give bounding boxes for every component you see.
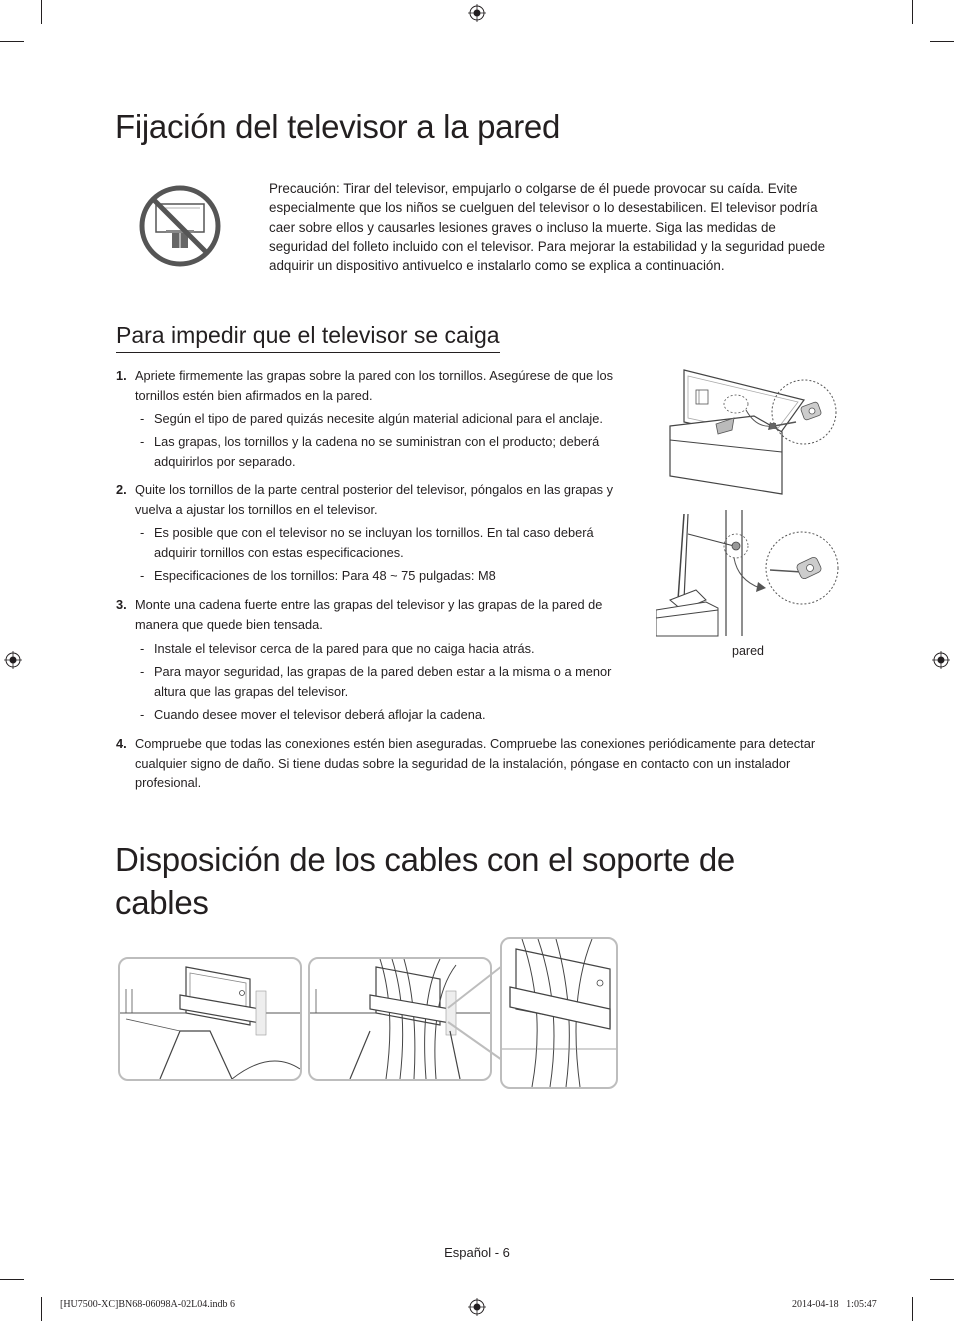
crop-mark — [41, 1297, 42, 1321]
tv-wall-chain-diagram — [656, 510, 846, 638]
step-number: 4. — [116, 736, 127, 751]
print-slug-file: [HU7500-XC]BN68-06098A-02L04.indb 6 — [60, 1299, 235, 1310]
step-text: Apriete firmemente las grapas sobre la pared con los tornillos. Asegúrese de que los tornillos estén bien afirmados en la pared. — [135, 368, 614, 403]
bullet-dash: - — [140, 411, 145, 426]
crop-mark — [912, 0, 913, 24]
step-subitem: Las grapas, los tornillos y la cadena no se suministran con el producto; deberá adquirirlos por separado. — [154, 434, 600, 469]
crop-mark — [41, 0, 42, 24]
step-number: 3. — [116, 597, 127, 612]
step-text: Compruebe que todas las conexiones estén bien aseguradas. Compruebe las conexiones periódicamente para detectar cualquier signo de daño. Si tiene dudas sobre la seguridad de la instalación, póngase en contacto con un instalador profesional. — [135, 736, 816, 790]
section-subheading: Para impedir que el televisor se caiga — [116, 322, 500, 353]
step-number: 1. — [116, 368, 127, 383]
step-number: 2. — [116, 482, 127, 497]
crop-mark — [912, 1297, 913, 1321]
crop-mark — [930, 41, 954, 42]
page-title: Fijación del televisor a la pared — [115, 108, 561, 145]
cable-holder-step-1-illustration — [118, 957, 302, 1081]
wall-label: pared — [732, 644, 764, 658]
step-subitem: Para mayor seguridad, las grapas de la pared deben estar a la misma o a menor altura que las grapas del televisor. — [154, 664, 612, 699]
bullet-dash: - — [140, 707, 145, 722]
step-text: Quite los tornillos de la parte central posterior del televisor, póngalos en las grapas y vuelva a ajustar los tornillos en el televisor. — [135, 482, 614, 517]
crop-mark — [0, 1279, 24, 1280]
registration-mark-icon — [4, 651, 22, 669]
step-subitem: Según el tipo de pared quizás necesite algún material adicional para el anclaje. — [154, 411, 603, 426]
no-climbing-warning-icon — [138, 184, 222, 268]
registration-mark-icon — [932, 651, 950, 669]
step-subitem: Instale el televisor cerca de la pared para que no caiga hacia atrás. — [154, 641, 535, 656]
print-slug-date: 2014-04-18 1:05:47 — [792, 1299, 877, 1310]
bullet-dash: - — [140, 525, 145, 540]
crop-mark — [930, 1279, 954, 1280]
bullet-dash: - — [140, 664, 145, 679]
bullet-dash: - — [140, 434, 145, 449]
registration-mark-icon — [468, 1298, 486, 1316]
bullet-dash: - — [140, 641, 145, 656]
tv-rear-clamp-diagram — [664, 366, 844, 496]
step-subitem: Cuando desee mover el televisor deberá aflojar la cadena. — [154, 707, 486, 722]
step-subitem: Es posible que con el televisor no se incluyan los tornillos. En tal caso deberá adquirir tornillos con estas especificaciones. — [154, 525, 594, 560]
page-number: Español - 6 — [444, 1245, 510, 1260]
section-title: Disposición de los cables con el soporte de cables — [115, 841, 735, 921]
crop-mark — [0, 41, 24, 42]
caution-text: Precaución: Tirar del televisor, empujarlo o colgarse de él puede provocar su caída. Evite especialmente que los niños se cuelguen del televisor o lo desestabilicen. El televisor podría caer sobre ellos y causarles lesiones graves o incluso la muerte. Siga las medidas de seguridad del folleto incluido con el televisor. Para mejorar la estabilidad y la seguridad puede adquirir un dispositivo antivuelco e instalarlo como se explica a continuación. — [269, 181, 826, 274]
bullet-dash: - — [140, 568, 145, 583]
registration-mark-icon — [468, 4, 486, 22]
step-subitem: Especificaciones de los tornillos: Para 48 ~ 75 pulgadas: M8 — [154, 568, 496, 583]
cable-holder-detail-illustration — [500, 937, 618, 1089]
step-text: Monte una cadena fuerte entre las grapas del televisor y las grapas de la pared de manera que quede bien tensada. — [135, 597, 603, 632]
